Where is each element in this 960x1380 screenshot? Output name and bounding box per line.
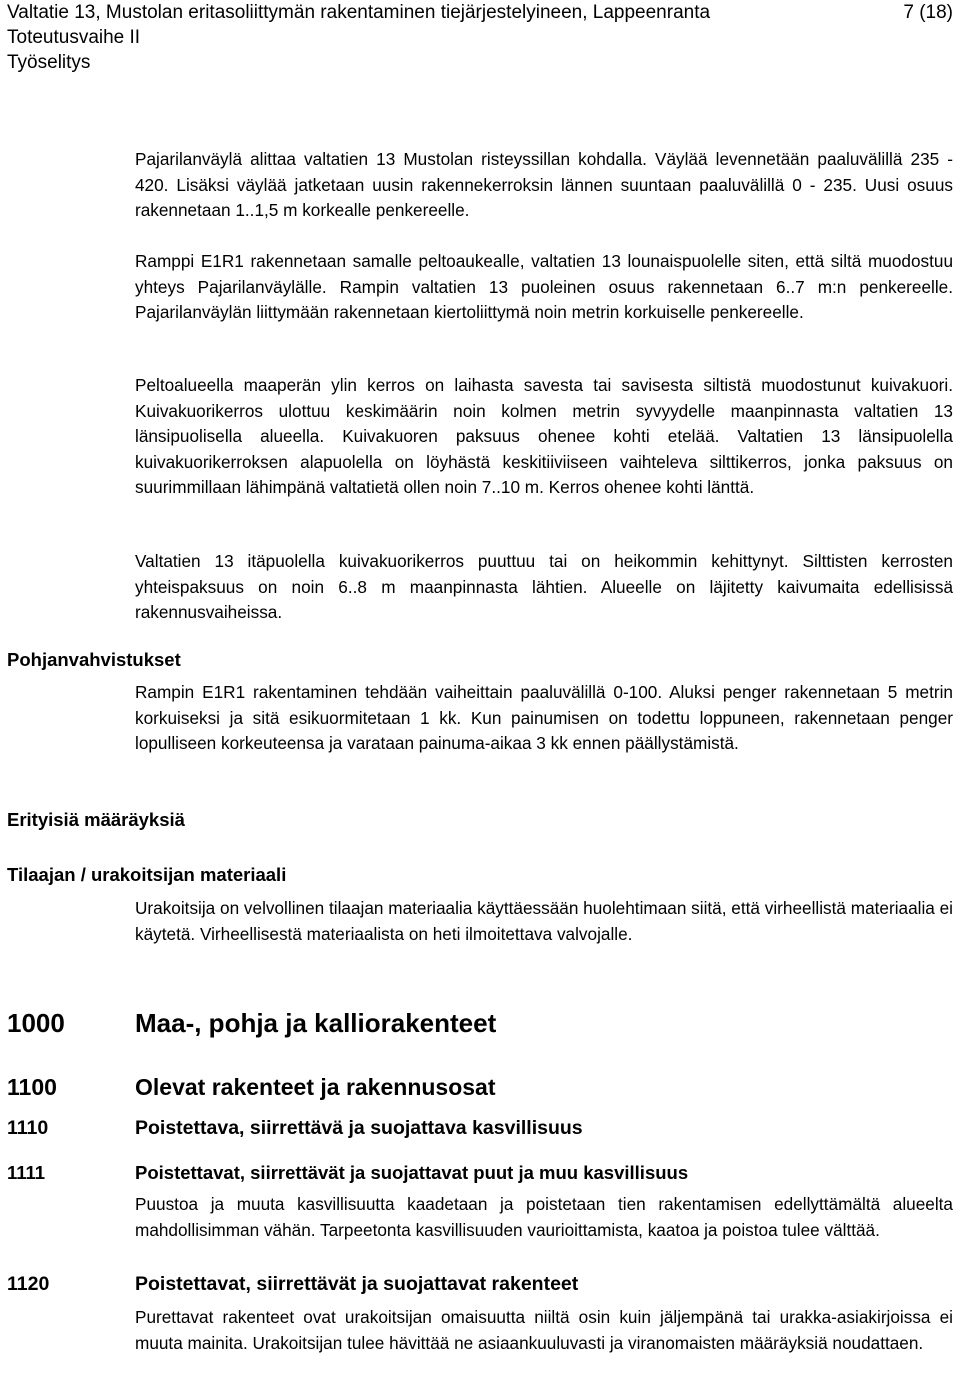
heading-tilaajan-materiaali: Tilaajan / urakoitsijan materiaali: [7, 864, 287, 885]
document-title: Valtatie 13, Mustolan eritasoliittymän rakentaminen tiejärjestelyineen, Lappeenranta: [7, 2, 711, 23]
section-title: Poistettavat, siirrettävät ja suojattavat puut ja muu kasvillisuus: [135, 1162, 689, 1183]
section-number: 1120: [7, 1273, 50, 1295]
heading-pohjanvahvistukset: Pohjanvahvistukset: [7, 649, 181, 670]
section-title: Poistettavat, siirrettävät ja suojattavat rakenteet: [135, 1273, 579, 1295]
paragraph-tilaajan-materiaali: Urakoitsija on velvollinen tilaajan materiaalia käyttäessään huolehtimaan siitä, että virheellistä materiaalia ei käytetä. Virheellisestä materiaalista on heti ilmoitettava valvojalle.: [135, 898, 953, 944]
section-number: 1000: [7, 1008, 65, 1038]
heading-erityisia-maarayksia: Erityisiä määräyksiä: [7, 809, 185, 830]
section-number: 1100: [7, 1074, 57, 1100]
project-phase: Toteutusvaihe II: [7, 27, 141, 48]
document-type: Työselitys: [7, 52, 91, 73]
section-title: Maa-, pohja ja kalliorakenteet: [135, 1008, 497, 1038]
paragraph-pajarilanvayla: Pajarilanväylä alittaa valtatien 13 Mustolan risteyssillan kohdalla. Väylää levennetään paaluvälillä 235 - 420. Lisäksi väylää jatketaan uusin rakennekerroksin lännen suuntaan paaluvälillä 0 - 235. Uusi osuus rakennetaan 1..1,5 m korkealle penkereelle.: [135, 149, 953, 220]
section-number: 1110: [7, 1117, 49, 1139]
section-title: Olevat rakenteet ja rakennusosat: [135, 1074, 496, 1100]
paragraph-ramppi: Ramppi E1R1 rakennetaan samalle peltoaukealle, valtatien 13 lounaispuolelle siten, että siltä muodostuu yhteys Pajarilanväylälle. Rampin valtatien 13 puoleinen osuus rakennetaan 6..7 m:n penkereelle. Pajarilanväylän liittymään rakennetaan kiertoliittymä noin metrin korkuiselle penkereelle.: [135, 251, 953, 322]
paragraph-1120: Purettavat rakenteet ovat urakoitsijan omaisuutta niiltä osin kuin jäljempänä tai urakka-asiakirjoissa ei muuta mainita. Urakoitsijan tulee hävittää ne asiaankuuluvasti ja viranomaisten määräyksiä noudattaen.: [135, 1307, 953, 1353]
paragraph-1111: Puustoa ja muuta kasvillisuutta kaadetaan ja poistetaan tien rakentamisen edellyttämältä alueelta mahdollisimman vähän. Tarpeetonta kasvillisuuden vaurioittamista, kaatoa ja poistoa tulee välttää.: [135, 1194, 953, 1240]
section-title: Poistettava, siirrettävä ja suojattava kasvillisuus: [135, 1117, 583, 1139]
paragraph-itapuoli: Valtatien 13 itäpuolella kuivakuorikerros puuttuu tai on heikommin kehittynyt. Silttisten kerrosten yhteispaksuus on noin 6..8 m maanpinnasta lähtien. Alueelle on läjitetty kaivumaita edellisissä rakennusvaiheissa.: [135, 551, 953, 622]
paragraph-peltoalue: Peltoalueella maaperän ylin kerros on laihasta savesta tai savisesta siltistä muodostunut kuivakuori. Kuivakuorikerros ulottuu keskimäärin noin kolmen metrin syvyydelle maanpinnasta valtatien 13 länsipuolisella alueella. Kuivakuoren paksuus ohenee kohti etelää. Valtatien 13 länsipuolella kuivakuorikerroksen alapuolella on löyhästä keskitiiviiseen vaihteleva silttikerros, jonka paksuus on suurimmillaan lähimpänä valtatietä ollen noin 7..10 m. Kerros ohenee kohti länttä.: [135, 375, 953, 497]
page-header: [7, 0, 953, 75]
section-number: 1111: [7, 1162, 46, 1183]
paragraph-pohjanvahvistukset: Rampin E1R1 rakentaminen tehdään vaiheittain paaluvälillä 0-100. Aluksi penger rakennetaan 5 metrin korkuiseksi ja sitä esikuormitetaan 1 kk. Kun painumisen on todettu loppuneen, rakennetaan penger lopulliseen korkeuteensa ja varataan painuma-aikaa 3 kk ennen päällystämistä.: [135, 682, 953, 753]
page-number: 7 (18): [903, 2, 953, 23]
